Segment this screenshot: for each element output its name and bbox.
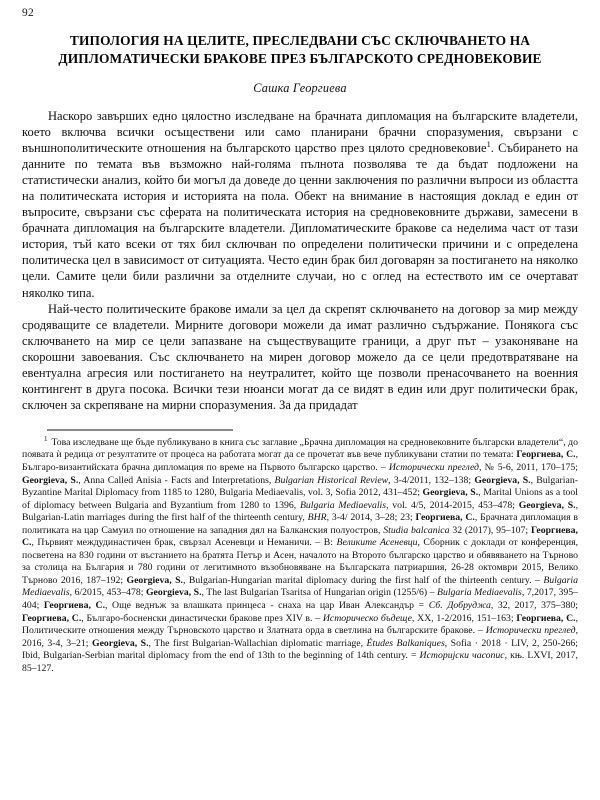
footnote-segment: , XX, 1-2/2016, 151–163; <box>411 612 517 624</box>
footnote-segment: , Bulgarian-Byzantine Marital Diplomacy from 1185 to 1280, Bulgaria Mediaevalis, vol. 3, Sofia 2012, 431–452; <box>22 474 578 499</box>
footnote-segment: , The last Bulgarian Tsaritsa of Hungarian origin (1255/6) – <box>201 587 437 599</box>
footnote-segment: Bulgaria Mediaevalis <box>436 587 522 599</box>
footnote-number: 1 <box>44 434 48 443</box>
footnote-segment: Историјски часопис <box>419 650 505 662</box>
paragraph-1-part-a: Наскоро завърших едно цялостно изследване на брачната дипломация на българските владетели, което включва всички осъществени или само планирани брачни споразумения, свързани с външнополитическите отношения на българското царство през цялото средновековие <box>22 109 578 156</box>
footnote-text <box>22 434 579 674</box>
footnote-segment: Историческо бъдеще <box>322 612 412 624</box>
footnote-1 <box>22 434 579 675</box>
body-text <box>22 108 578 413</box>
footnote-segment: , The first Bulgarian-Wallachian diplomatic marriage, <box>148 637 367 649</box>
footnote-segment: Georgieva, S. <box>91 637 149 649</box>
footnote-segment: Сб. Добруджа <box>428 600 491 611</box>
footnote-segment: , Българо-босненски династически бракове през XIV в. – <box>81 612 323 624</box>
page-title: ТИПОЛОГИЯ НА ЦЕЛИТЕ, ПРЕСЛЕДВАНИ СЪС СКЛЮЧВАНЕТО НА ДИПЛОМАТИЧЕСКИ БРАКОВЕ ПРЕЗ БЪЛГАРСКОТО СРЕДНОВЕКОВИЕ <box>58 33 542 66</box>
footnote-segment: , Anna Called Anisia - Facts and Interpretations, <box>78 474 275 486</box>
footnote-segment: BHR <box>307 512 327 524</box>
footnote-segment: Георгиева, С. <box>22 612 82 624</box>
footnote-segment: Георгиева, С. <box>43 600 106 611</box>
footnote-segment: Bulgarian Historical Review <box>274 474 389 486</box>
footnote-reference-marker[interactable]: 1 <box>486 139 491 149</box>
footnote-segment: Bulgaria Mediaevalis <box>299 499 387 511</box>
footnote-segment: , Sofia · 2018 · LIV, 2, 250-266; Ibid, Bulgarian-Serbian marital diplomacy from the end of 13th to the beginning of 14th century. = <box>22 637 578 662</box>
footnote-segment: , Първият междудинастичен брак, свързал Асеневци и Неманичи. – В: <box>31 537 337 549</box>
footnote-segment: , Сборник с доклади от конференция, посветена на 830 години от въстанието на братята Петър и Асен, началото на Второто българско царство и обявяването на Търново за столица на България и 780 години от легитимното възобновяване на Българската патриаршия, 26-28 октомври 2015, Велико Търново 2016, 187–192; <box>22 537 579 586</box>
footnote-segment: , 7,2017, 395–404; <box>22 587 579 611</box>
footnote-segment: , Bulgarian-Latin marriages during the first half of the thirteenth century, <box>22 499 579 524</box>
footnote-segment: , vol. 4/5, 2014-2015, 453–478; <box>386 499 519 511</box>
footnote-segment: Études Balkaniques <box>366 637 445 649</box>
footnote-segment: Georgieva, S. <box>126 574 183 586</box>
footnote-segment: Bulgaria Mediaevalis <box>22 574 578 599</box>
footnote-segment: Исторически преглед <box>485 625 576 637</box>
footnote-segment: , 32, 2017, 375–380; <box>490 600 578 611</box>
footnote-segment: , Политическите отношения между Търновското царство и Златната орда в светлина на българските бракове. – <box>22 612 579 637</box>
author-name: Сашка Георгиева <box>253 81 347 95</box>
footnote-segment: , књ. LXVI, 2017, 85–127. <box>22 650 578 674</box>
footnote-segment: Това изследване ще бъде публикувано в книга със заглавие „Брачна дипломация на средновековните български владетели“, до появата ѝ редица от резултатите от процеса на работата могат да се прочетат във вече публикувани статии по темата: <box>22 436 578 461</box>
footnote-segment: Исторически преглед <box>388 461 479 473</box>
footnote-segment: Studia balcanica <box>383 524 450 536</box>
footnote-separator-rule <box>47 429 233 431</box>
footnote-segment: Георгиева, С. <box>516 612 576 624</box>
footnote-segment: , 3-4/2011, 132–138; <box>388 474 475 486</box>
footnote-segment: , 3-4/ 2014, 3–28; 23; <box>326 512 416 524</box>
footnote-segment: Великите Асеневци <box>336 537 418 549</box>
footnote-segment: , № 5-6, 2011, 170–175; <box>478 461 578 473</box>
footnote-segment: Georgieva, S. <box>145 587 202 599</box>
footnote-segment: Георгиева, С. <box>516 449 576 461</box>
footnote-segment: Георгиева, С. <box>415 512 475 524</box>
footnote-segment: , Брачната дипломация в политиката на цар Самуил по отношение на западния дял на Балканския полуостров, <box>22 512 578 536</box>
footnote-segment: Георгиева, С. <box>22 524 578 549</box>
footnote-segment: Georgieva, S. <box>22 474 79 486</box>
footnote-segment: Georgieva, S. <box>422 487 479 499</box>
footnote-segment: , Bulgarian-Hungarian marital diplomacy during the first half of the thirteenth century. – <box>183 574 544 586</box>
footnote-segment: , Българо-византийската брачна дипломация по време на Първото българско царство. – <box>22 449 578 473</box>
footnote-segment: Georgieva, S. <box>518 499 576 511</box>
paragraph-2: Най-често политическите бракове имали за цел да скрепят сключването на договор за мир между сродяващите се владетели. Мирните договори можели да имат различно съдържание. Понякога със сключването на мир се цели запазване на съществуващите граници, а друг път – узаконяване на скорошни завоевания. Със сключването на мирен договор можело да се цели предотвратяване на евентуална агресия или постигането на неутралитет, който ще позволи пренасочването на военния контингент в друга посока. Всички тези нюанси могат да се видят в един или друг политически брак, сключен за скрепяване на мирни споразумения. За да придадат <box>22 301 578 412</box>
paragraph-1-part-b: . Събирането на данните по темата във възможно най-голяма пълнота позволява те да бъдат подложени на статистически анализ, който би могъл да доведе до ценни заключения по различни въпроси из областта на политическата история и историята на пола. Обект на внимание в настоящия доклад е един от въпросите, свързани със сферата на политическата история на средновековните държави, замесени в брачната дипломация на българските владетели. Дипломатическите бракове са неделима част от тази история, тъй като всеки от тях бил сключван по определени политически причини и с определена политическа цел в зависимост от ситуацията. Често един брак бил договарян за постигането на няколко цели. Самите цели били различни за отделните случаи, но с оглед на естеството им се очертават няколко типа. <box>22 141 579 300</box>
footnote-segment: , Marital Unions as a tool of diplomacy between Bulgaria and Byzantium from 1280 to 1396, <box>22 487 578 511</box>
footnote-segment: , Още веднъж за влашката принцеса - снаха на цар Иван Александър = <box>105 600 429 611</box>
page-number: 92 <box>22 7 34 19</box>
footnote-segment: , 2016, 3-4, 3–21; <box>22 625 579 649</box>
footnote-segment: Georgieva, S. <box>474 474 531 486</box>
footnote-segment: , 6/2015, 453–478; <box>69 587 146 599</box>
footnote-segment: 32 (2017), 95–107; <box>449 524 531 536</box>
paragraph-1 <box>22 108 578 301</box>
